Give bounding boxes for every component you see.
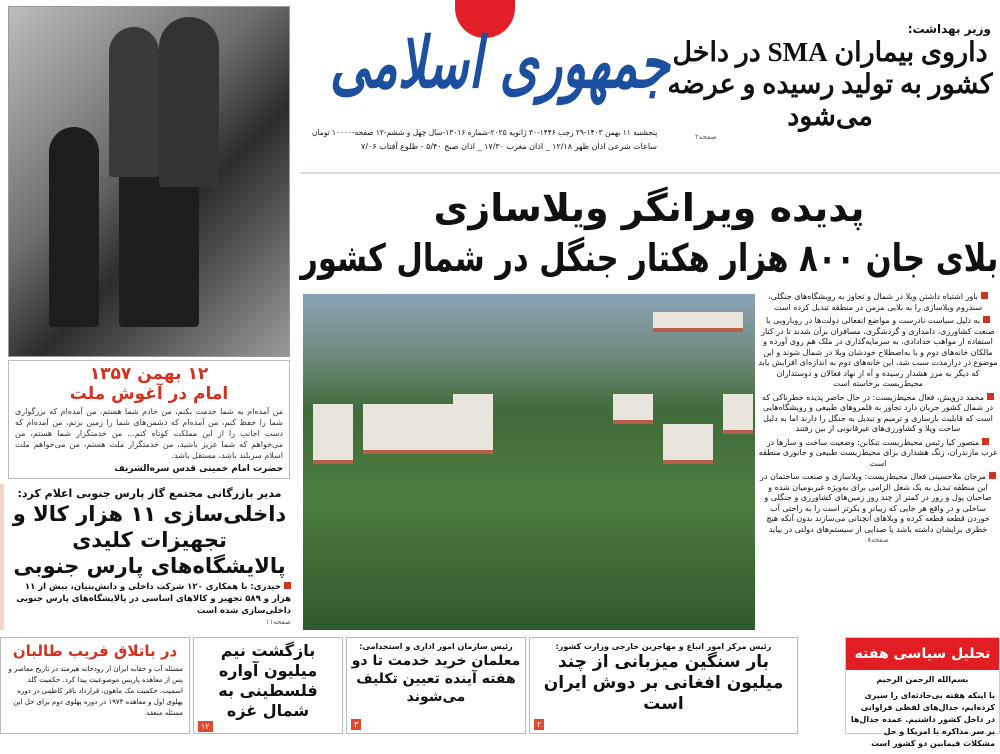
bullet-text: باور اشتباه داشتن ویلا در شمال و تجاوز به رویشگاه‌های جنگلی، سندروم ویلاسازی را به بلایی مزمن در منطقه تبدیل کرده است bbox=[768, 292, 983, 312]
bullet-icon bbox=[987, 393, 994, 400]
top-story[interactable] bbox=[665, 22, 995, 142]
story-kicker: رئیس سازمان امور اداری و استخدامی: bbox=[359, 642, 513, 651]
analysis-title: تحلیل سیاسی هفته bbox=[846, 638, 999, 670]
main-headline-row2 bbox=[300, 233, 998, 283]
analysis-body: با اینکه هفته بی‌حادثه‌ای را سپری کرده‌ایم، جدال‌های لفظی فراوانی در داخل کشور داشتیم. عمده جدال‌ها بر سر مذاکره با امریکا و حل مشکلات فیمابین دو کشور است bbox=[850, 691, 995, 748]
bullet-icon bbox=[982, 438, 989, 445]
top-story-headline[interactable]: داروی بیماران SMA در داخل کشور به تولید رسیده و عرضه می‌شود bbox=[667, 37, 993, 131]
caption-signature: حضرت امام خمینی قدس سره‌الشریف bbox=[114, 464, 283, 474]
logo-text: جمهوری اسلامی bbox=[330, 21, 670, 104]
newspaper-logo bbox=[330, 8, 670, 118]
date-line: پنجشنبه ۱۱ بهمن ۱۴۰۳-۲۹ رجب ۱۴۴۶-۳۰ ژانویه ۲۰۲۵-شماره ۱۳۰۱۶-سال چهل و ششم-۱۲ صفحه-۱۰۰۰۰ تومان bbox=[311, 128, 657, 137]
page-ref: صفحه۲ bbox=[695, 133, 717, 141]
page-badge: ۳ bbox=[351, 719, 361, 730]
bullet-text: به دلیل سیاست نادرست و مواضع انفعالی دولت‌ها در رویارویی با صنعت کشاورزی، دامداری و گردشگری، مسافران برآن شدند تا در کنار استفاده از مواهب خدادادی، به سرمایه‌گذاری در ملک هم روی آورده و مالکان خانه‌های دوم و یا به‌اصطلاح خودشان ویلا در شمال شوند و این موضوع در درازمدت سبب شد، این خانه‌های دوم به اندازه‌ای افزایش یابد که دیگر به مرز هشدار رسیده و آه از نهاد فعالان و دوستداران محیط‌زیست برخاسته است bbox=[758, 316, 998, 388]
bullet-icon bbox=[983, 316, 990, 323]
bullet-icon bbox=[989, 472, 996, 479]
bottom-story-taliban[interactable] bbox=[0, 637, 190, 734]
main-headline-line2: بلای جان ۸۰۰ هزار هکتار جنگل در شمال کشور bbox=[299, 236, 998, 280]
page-badge: ۲ bbox=[534, 719, 544, 730]
main-headline[interactable] bbox=[300, 183, 998, 283]
photo-figure bbox=[109, 27, 159, 177]
prayer-times-row bbox=[312, 140, 657, 154]
story-headline[interactable]: بار سنگین میزبانی از چند میلیون افغانی بر دوش ایران است bbox=[543, 652, 784, 714]
news-headline[interactable]: داخلی‌سازی ۱۱ هزار کالا و تجهیزات کلیدی پالایشگاه‌های پارس جنوبی bbox=[12, 502, 287, 578]
news-body: حیدری: با همکاری ۱۲۰ شرکت داخلی و دانش‌بنیان، بیش از ۱۱ هزار و ۵۸۹ تجهیز و کالاهای اساسی در پالایشگاه‌های پارس جنوبی داخلی‌سازی شده است bbox=[16, 582, 291, 616]
story-headline[interactable]: در باتلاق فریب طالبان bbox=[12, 642, 178, 660]
bottom-story-afghan[interactable] bbox=[529, 637, 798, 734]
bottom-story-teachers[interactable] bbox=[346, 637, 526, 734]
divider bbox=[300, 172, 1000, 174]
page-ref: صفحه۱۱ bbox=[265, 618, 291, 626]
photo-caption-box bbox=[8, 360, 290, 479]
photo-figure bbox=[49, 127, 99, 327]
prayer-times: ساعات شرعی اذان ظهر ۱۲/۱۸ _ اذان مغرب ۱۷/۳۰ _ اذان صبح ۵/۴۰ - طلوع آفتاب ۷/۰۶ bbox=[361, 142, 657, 151]
caption-quote: من آمده‌ام به شما خدمت بکنم، من خادم شما هستم، من آمده‌ام که بزرگواری شما را حفظ کنم، من آمده‌ام که دشمن‌های شما را زمین بزنم، من آمده‌ام که دست اجانب را از این مملکت کوتاه کنم... من خدمتگزار شما هستم، من می‌خواهم که شما عزیز باشید، من خدمتگزار ملت هستم، من می‌خواهم ملت اسلام سربلند باشد، مستقل باشد. bbox=[15, 407, 283, 460]
page-ref: صفحه۸ bbox=[867, 536, 889, 544]
bullet-text: محمد درویش، فعال محیط‌زیست: در حال حاضر پدیده خطرناکی که در شمال کشور جریان دارد تجاوز به قلمروهای طبیعی و رویشگاه‌هایی است که قابلیت بازسازی و ترمیم و تبدیل به جنگل را دارند اما به دلیل ساخت ویلا و کشاورزی‌های غیرقانونی از بین رفتند bbox=[761, 392, 994, 433]
story-body: مسئله آب و حقابه ایران از رودخانه هیرمند در تاریخ معاصر و پس از معاهده پاریس موضوعیت پیدا کرد. حکمیت گلد اسمیت، حکمیت مک ماهون، قرارداد باقر کاظمی در دوره پهلوی اول و معاهده ۱۹۷۳ در دوره پهلوی دوم برای حل این مسئله منعقد bbox=[8, 665, 183, 717]
news-kicker: مدیر بازرگانی مجتمع گاز پارس جنوبی اعلام کرد: bbox=[17, 487, 282, 500]
analysis-opening: بسم‌الله الرحمن الرحیم bbox=[876, 675, 969, 684]
main-headline-line1: پدیده ویرانگر ویلاسازی bbox=[433, 186, 865, 230]
weekly-analysis[interactable] bbox=[845, 637, 1000, 748]
bullet-icon bbox=[284, 582, 291, 589]
story-headline[interactable]: بازگشت نیم میلیون آواره فلسطینی به شمال غزه bbox=[218, 641, 318, 720]
bullet-text: منصور کیا رئیس محیط‌زیست تنکابن: وضعیت ساخت و سازها در غرب مازندران، زنگ هشداری برای محیط‌زیست طبیعی و جانوری منطقه است bbox=[758, 437, 998, 468]
bullet-text: مرجان ملاحسینی فعال محیط‌زیست: ویلاسازی و صنعت ساختمان در این منطقه تبدیل به یک شغل الزامی برای به‌ویژه غیربومیان شده و صاحبان پول و زور در کمتر از چند روز زمین‌های کشاورزی و جنگلی و ساحلی و در واقع هر جایی که زیباتر و بکرتر است را به راحتی آب خوردن قطعه قطعه کرده و ویلاهای آنچنانی می‌سازند بدون آنکه هیچ خطری برایشان داشته باشد یا صدایی از سیستم‌های دولتی در بیاید bbox=[760, 472, 992, 534]
story-kicker: رئیس مرکز امور اتباع و مهاجرین خارجی وزارت کشور: bbox=[555, 642, 772, 651]
story-headline[interactable]: معلمان خرید خدمت تا دو هفته آینده تعیین تکلیف می‌شوند bbox=[351, 653, 521, 705]
news-south-pars[interactable] bbox=[0, 484, 295, 630]
top-story-kicker: وزیر بهداشت: bbox=[907, 22, 991, 36]
caption-subtitle: امام در آغوش ملت bbox=[69, 384, 229, 404]
page-badge: ۱۲ bbox=[198, 721, 213, 732]
masthead-info bbox=[312, 126, 657, 154]
main-story-bullets bbox=[758, 292, 998, 635]
aerial-photo bbox=[303, 294, 755, 630]
bullet-icon bbox=[981, 292, 988, 299]
caption-title: ۱۲ بهمن ۱۳۵۷ bbox=[89, 364, 209, 384]
date-line-row bbox=[312, 126, 657, 140]
bottom-story-gaza[interactable] bbox=[193, 637, 343, 734]
main-headline-row1 bbox=[300, 183, 998, 233]
